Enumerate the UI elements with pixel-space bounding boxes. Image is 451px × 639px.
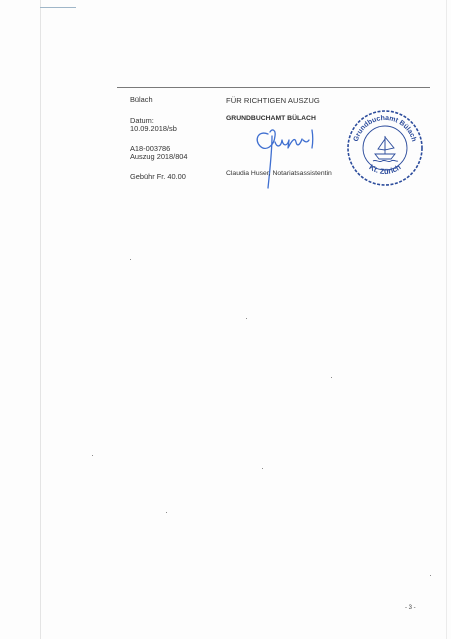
signer-name: Claudia Huser, Notariatsassistentin xyxy=(226,170,332,177)
right-margin-line xyxy=(446,0,447,639)
header-rule xyxy=(117,87,430,88)
scan-mark xyxy=(40,7,76,8)
certification-block xyxy=(226,96,356,122)
place-name: Bülach xyxy=(130,95,153,104)
official-stamp xyxy=(345,108,425,188)
fee-amount: Gebühr Fr. 40.00 xyxy=(130,171,186,181)
date-label: Datum: xyxy=(130,115,154,125)
scan-speck xyxy=(331,377,332,378)
scan-speck xyxy=(92,455,93,456)
document-info-column xyxy=(130,96,220,182)
extract-number: Auszug 2018/804 xyxy=(130,152,188,162)
reference-number: A18-003786 xyxy=(130,143,171,153)
certification-title: FÜR RICHTIGEN AUSZUG xyxy=(226,96,320,105)
handwritten-signature xyxy=(248,122,324,190)
office-name: GRUNDBUCHAMT BÜLACH xyxy=(226,115,316,122)
stamp-top-text: Grundbuchamt Bülach xyxy=(352,114,418,143)
svg-text:Kt. Zürich xyxy=(368,162,403,176)
date-value: 10.09.2018/sb xyxy=(130,124,177,134)
scan-speck xyxy=(130,259,131,260)
stamp-emblem-icon xyxy=(373,136,398,162)
scan-speck xyxy=(246,318,247,319)
scan-speck xyxy=(166,512,167,513)
left-margin-line xyxy=(40,0,41,639)
page-number: - 3 - xyxy=(405,605,416,611)
scan-speck xyxy=(262,468,263,469)
stamp-bottom-text: Kt. Zürich xyxy=(367,162,403,177)
scan-speck xyxy=(430,575,431,576)
